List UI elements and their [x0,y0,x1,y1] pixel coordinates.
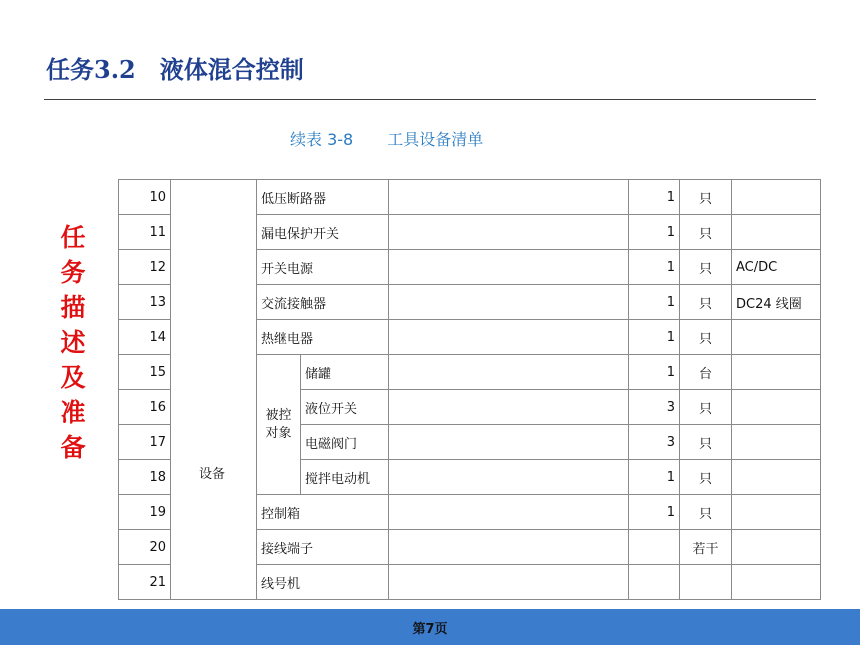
item-unit: 只 [680,320,732,355]
side-label [56,220,90,465]
item-unit: 只 [680,215,732,250]
row-number: 15 [119,355,171,390]
item-note [732,180,821,215]
subgroup-cell [257,355,301,495]
item-note [732,425,821,460]
item-unit: 台 [680,355,732,390]
spec-cell [389,530,629,565]
spec-cell [389,495,629,530]
side-char: 描 [60,293,86,322]
item-qty: 1 [629,355,680,390]
row-number: 21 [119,565,171,600]
category-label: 设备 [199,467,226,482]
item-name: 接线端子 [257,530,389,565]
item-unit: 只 [680,180,732,215]
caption-label: 续表 3-8 [290,130,354,149]
item-qty: 1 [629,180,680,215]
item-unit: 只 [680,250,732,285]
item-qty: 3 [629,425,680,460]
row-number: 17 [119,425,171,460]
side-char: 准 [60,398,86,427]
row-number: 20 [119,530,171,565]
footer-bar [0,609,860,645]
side-char: 任 [60,223,86,252]
spec-cell [389,460,629,495]
item-name: 搅拌电动机 [301,460,389,495]
side-char: 及 [60,363,86,392]
item-unit: 只 [680,425,732,460]
item-note [732,460,821,495]
caption-name: 工具设备清单 [387,130,484,149]
item-note [732,530,821,565]
equipment-table [118,179,821,600]
item-name: 控制箱 [257,495,389,530]
category-cell [171,180,257,600]
item-unit: 只 [680,495,732,530]
item-name: 交流接触器 [257,285,389,320]
page-title: 任务3.2 液体混合控制 [46,55,304,84]
item-qty: 1 [629,320,680,355]
row-number: 14 [119,320,171,355]
table-row [119,180,821,215]
item-name: 液位开关 [301,390,389,425]
subgroup-line: 被控 [265,407,292,423]
item-name: 储罐 [301,355,389,390]
item-qty: 1 [629,250,680,285]
row-number: 19 [119,495,171,530]
item-note [732,355,821,390]
item-qty: 1 [629,495,680,530]
page-number: 第7页 [412,622,448,637]
row-number: 10 [119,180,171,215]
item-note [732,320,821,355]
item-qty: 1 [629,460,680,495]
item-qty: 1 [629,285,680,320]
item-qty: 3 [629,390,680,425]
item-name: 漏电保护开关 [257,215,389,250]
item-note [732,215,821,250]
item-unit: 只 [680,460,732,495]
item-name: 低压断路器 [257,180,389,215]
row-number: 16 [119,390,171,425]
item-qty [629,530,680,565]
row-number: 13 [119,285,171,320]
item-unit: 只 [680,390,732,425]
spec-cell [389,320,629,355]
side-char: 务 [60,258,86,287]
spec-cell [389,180,629,215]
subgroup-line: 对象 [265,425,292,441]
spec-cell [389,285,629,320]
item-qty: 1 [629,215,680,250]
row-number: 12 [119,250,171,285]
row-number: 18 [119,460,171,495]
item-name: 开关电源 [257,250,389,285]
item-unit: 若干 [680,530,732,565]
item-name: 电磁阀门 [301,425,389,460]
title-divider [44,99,816,100]
item-note: DC24 线圈 [732,285,821,320]
spec-cell [389,355,629,390]
spec-cell [389,425,629,460]
item-note [732,565,821,600]
item-note [732,390,821,425]
spec-cell [389,215,629,250]
item-name: 线号机 [257,565,389,600]
item-unit: 只 [680,285,732,320]
row-number: 11 [119,215,171,250]
spec-cell [389,250,629,285]
item-qty [629,565,680,600]
spec-cell [389,565,629,600]
spec-cell [389,390,629,425]
item-note [732,495,821,530]
item-name: 热继电器 [257,320,389,355]
table-caption [290,127,483,150]
item-note: AC/DC [732,250,821,285]
side-char: 述 [60,328,86,357]
side-char: 备 [60,433,86,462]
item-unit [680,565,732,600]
